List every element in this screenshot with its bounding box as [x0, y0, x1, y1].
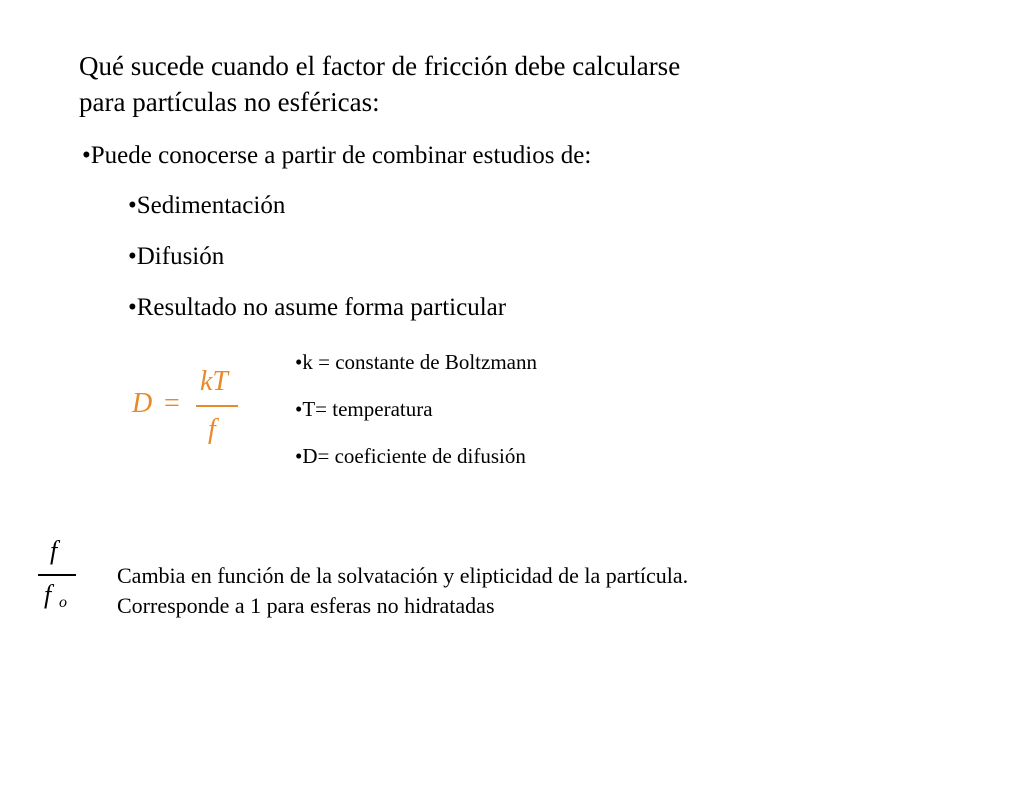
- definition-t: •T= temperatura: [295, 397, 433, 421]
- main-bullet: •Puede conocerse a partir de combinar estudios de:: [82, 142, 592, 169]
- formula-numerator: kT: [200, 366, 228, 397]
- ratio-numerator: f: [50, 536, 58, 565]
- formula-fraction-bar: [196, 405, 238, 407]
- sub-bullet-diffusion: •Difusión: [128, 243, 225, 270]
- slide-title-line-2: para partículas no esféricas:: [79, 87, 380, 117]
- ratio-fraction-bar: [38, 574, 76, 576]
- formula-equals: =: [164, 388, 180, 419]
- definition-d: •D= coeficiente de difusión: [295, 444, 526, 468]
- note-line-2: Corresponde a 1 para esferas no hidratadas: [117, 593, 495, 618]
- note-line-1: Cambia en función de la solvatación y elipticidad de la partícula.: [117, 563, 689, 588]
- ratio-denominator: f: [44, 580, 52, 609]
- formula-denominator: f: [208, 414, 216, 445]
- sub-bullet-result: •Resultado no asume forma particular: [128, 294, 507, 321]
- formula-lhs: D: [132, 388, 153, 419]
- friction-ratio: [36, 536, 80, 622]
- ratio-subscript: o: [59, 594, 67, 611]
- diffusion-formula: [132, 366, 252, 452]
- slide-title-line-1: Qué sucede cuando el factor de fricción debe calcularse: [79, 51, 681, 81]
- sub-bullet-sedimentation: •Sedimentación: [128, 192, 286, 219]
- definition-k: •k = constante de Boltzmann: [295, 350, 537, 374]
